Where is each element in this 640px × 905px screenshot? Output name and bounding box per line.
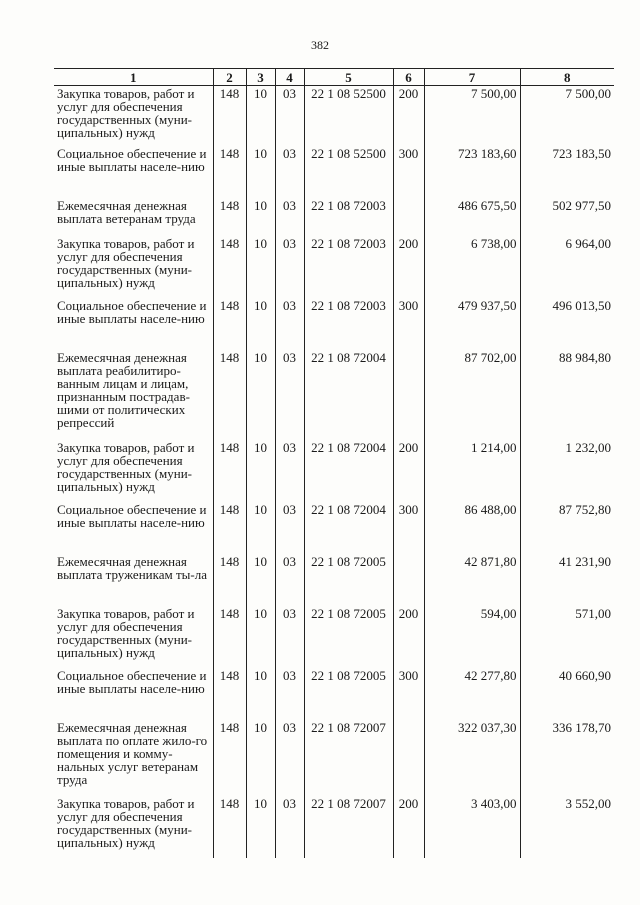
- target-article-cell: 22 1 08 72007: [304, 796, 393, 858]
- target-article-cell: 22 1 08 72007: [304, 720, 393, 796]
- row-name-cell: Закупка товаров, работ и услуг для обеспечения государственных (муни-ципальных) нужд: [57, 439, 195, 494]
- target-article-cell: 22 1 08 72005: [304, 668, 393, 720]
- amount-year2-cell: 41 231,90: [520, 554, 614, 606]
- amount-year2-cell: 3 552,00: [520, 796, 614, 858]
- expense-type-cell: 300: [393, 298, 424, 350]
- amount-year1-cell: 42 871,80: [424, 554, 520, 606]
- table-row: [54, 502, 614, 554]
- section-cell: 10: [246, 720, 275, 796]
- row-name-cell: Закупка товаров, работ и услуг для обеспечения государственных (муни-ципальных) нужд: [57, 235, 195, 290]
- table-row: [54, 606, 614, 668]
- section-cell: 10: [246, 86, 275, 146]
- section-cell: 10: [246, 236, 275, 298]
- row-name-cell: Закупка товаров, работ и услуг для обеспечения государственных (муни-ципальных) нужд: [57, 605, 195, 660]
- amount-year1-cell: 322 037,30: [424, 720, 520, 796]
- admin-code-cell: 148: [213, 236, 246, 298]
- target-article-cell: 22 1 08 52500: [304, 146, 393, 198]
- row-name-cell: Ежемесячная денежная выплата реабилитиро-ванным лицам и лицам, признанным пострадав-шими от политических репрессий: [57, 349, 190, 430]
- section-cell: 10: [246, 554, 275, 606]
- column-header: 1: [54, 69, 213, 86]
- section-cell: 10: [246, 198, 275, 236]
- subsection-cell: 03: [275, 440, 304, 502]
- expense-type-cell: 200: [393, 606, 424, 668]
- amount-year1-cell: 723 183,60: [424, 146, 520, 198]
- row-name-cell: Закупка товаров, работ и услуг для обеспечения государственных (муни-ципальных) нужд: [57, 795, 195, 850]
- subsection-cell: 03: [275, 146, 304, 198]
- subsection-cell: 03: [275, 796, 304, 858]
- expense-type-cell: 200: [393, 440, 424, 502]
- row-name-cell: Ежемесячная денежная выплата по оплате жило-го помещения и комму-нальных услуг ветеранам труда: [57, 719, 208, 787]
- row-name-cell: Социальное обеспечение и иные выплаты населе-нию: [57, 297, 207, 326]
- amount-year2-cell: 496 013,50: [520, 298, 614, 350]
- expense-type-cell: [393, 198, 424, 236]
- amount-year2-cell: 88 984,80: [520, 350, 614, 440]
- section-cell: 10: [246, 440, 275, 502]
- admin-code-cell: 148: [213, 796, 246, 858]
- subsection-cell: 03: [275, 554, 304, 606]
- column-header: 7: [424, 69, 520, 86]
- admin-code-cell: 148: [213, 554, 246, 606]
- section-cell: 10: [246, 350, 275, 440]
- header-row: [54, 69, 614, 86]
- table-row: [54, 198, 614, 236]
- admin-code-cell: 148: [213, 440, 246, 502]
- table-row: [54, 720, 614, 796]
- target-article-cell: 22 1 08 72005: [304, 554, 393, 606]
- table-row: [54, 236, 614, 298]
- table-row: [54, 146, 614, 198]
- admin-code-cell: 148: [213, 146, 246, 198]
- table-row: [54, 86, 614, 146]
- admin-code-cell: 148: [213, 720, 246, 796]
- expense-type-cell: 200: [393, 236, 424, 298]
- section-cell: 10: [246, 502, 275, 554]
- subsection-cell: 03: [275, 86, 304, 146]
- expense-type-cell: 300: [393, 502, 424, 554]
- amount-year1-cell: 3 403,00: [424, 796, 520, 858]
- section-cell: 10: [246, 606, 275, 668]
- amount-year2-cell: 6 964,00: [520, 236, 614, 298]
- subsection-cell: 03: [275, 606, 304, 668]
- target-article-cell: 22 1 08 72004: [304, 350, 393, 440]
- amount-year2-cell: 723 183,50: [520, 146, 614, 198]
- amount-year2-cell: 336 178,70: [520, 720, 614, 796]
- amount-year2-cell: 40 660,90: [520, 668, 614, 720]
- row-name-cell: Социальное обеспечение и иные выплаты населе-нию: [57, 501, 207, 530]
- table-row: [54, 298, 614, 350]
- target-article-cell: 22 1 08 72005: [304, 606, 393, 668]
- table-row: [54, 440, 614, 502]
- target-article-cell: 22 1 08 72003: [304, 198, 393, 236]
- admin-code-cell: 148: [213, 350, 246, 440]
- expense-type-cell: [393, 350, 424, 440]
- page-number: 382: [311, 38, 329, 52]
- column-header: 6: [393, 69, 424, 86]
- amount-year1-cell: 1 214,00: [424, 440, 520, 502]
- amount-year2-cell: 571,00: [520, 606, 614, 668]
- target-article-cell: 22 1 08 72003: [304, 298, 393, 350]
- subsection-cell: 03: [275, 668, 304, 720]
- table-row: [54, 796, 614, 858]
- subsection-cell: 03: [275, 720, 304, 796]
- row-name-cell: Закупка товаров, работ и услуг для обеспечения государственных (муни-ципальных) нужд: [57, 86, 195, 140]
- target-article-cell: 22 1 08 72003: [304, 236, 393, 298]
- subsection-cell: 03: [275, 502, 304, 554]
- amount-year2-cell: 7 500,00: [520, 86, 614, 146]
- amount-year1-cell: 486 675,50: [424, 198, 520, 236]
- table-body: [54, 86, 614, 858]
- column-header: 3: [246, 69, 275, 86]
- amount-year1-cell: 479 937,50: [424, 298, 520, 350]
- admin-code-cell: 148: [213, 502, 246, 554]
- expense-type-cell: 200: [393, 796, 424, 858]
- amount-year2-cell: 1 232,00: [520, 440, 614, 502]
- row-name-cell: Ежемесячная денежная выплата труженикам ты-ла: [57, 553, 207, 582]
- amount-year2-cell: 502 977,50: [520, 198, 614, 236]
- column-header: 4: [275, 69, 304, 86]
- subsection-cell: 03: [275, 350, 304, 440]
- target-article-cell: 22 1 08 72004: [304, 440, 393, 502]
- admin-code-cell: 148: [213, 668, 246, 720]
- section-cell: 10: [246, 146, 275, 198]
- subsection-cell: 03: [275, 198, 304, 236]
- amount-year1-cell: 86 488,00: [424, 502, 520, 554]
- expense-type-cell: [393, 554, 424, 606]
- column-header: 5: [304, 69, 393, 86]
- amount-year1-cell: 7 500,00: [424, 86, 520, 146]
- amount-year1-cell: 6 738,00: [424, 236, 520, 298]
- admin-code-cell: 148: [213, 298, 246, 350]
- column-header: 2: [213, 69, 246, 86]
- admin-code-cell: 148: [213, 198, 246, 236]
- row-name-cell: Ежемесячная денежная выплата ветеранам труда: [57, 197, 196, 226]
- section-cell: 10: [246, 796, 275, 858]
- section-cell: 10: [246, 668, 275, 720]
- admin-code-cell: 148: [213, 86, 246, 146]
- target-article-cell: 22 1 08 72004: [304, 502, 393, 554]
- row-name-cell: Социальное обеспечение и иные выплаты населе-нию: [57, 667, 207, 696]
- expense-type-cell: 200: [393, 86, 424, 146]
- table-row: [54, 350, 614, 440]
- subsection-cell: 03: [275, 298, 304, 350]
- amount-year2-cell: 87 752,80: [520, 502, 614, 554]
- amount-year1-cell: 594,00: [424, 606, 520, 668]
- section-cell: 10: [246, 298, 275, 350]
- expense-type-cell: [393, 720, 424, 796]
- amount-year1-cell: 42 277,80: [424, 668, 520, 720]
- expense-type-cell: 300: [393, 668, 424, 720]
- table-row: [54, 554, 614, 606]
- row-name-cell: Социальное обеспечение и иные выплаты населе-нию: [57, 145, 207, 174]
- table-row: [54, 668, 614, 720]
- admin-code-cell: 148: [213, 606, 246, 668]
- column-header: 8: [520, 69, 614, 86]
- budget-table: [54, 68, 614, 858]
- subsection-cell: 03: [275, 236, 304, 298]
- amount-year1-cell: 87 702,00: [424, 350, 520, 440]
- expense-type-cell: 300: [393, 146, 424, 198]
- target-article-cell: 22 1 08 52500: [304, 86, 393, 146]
